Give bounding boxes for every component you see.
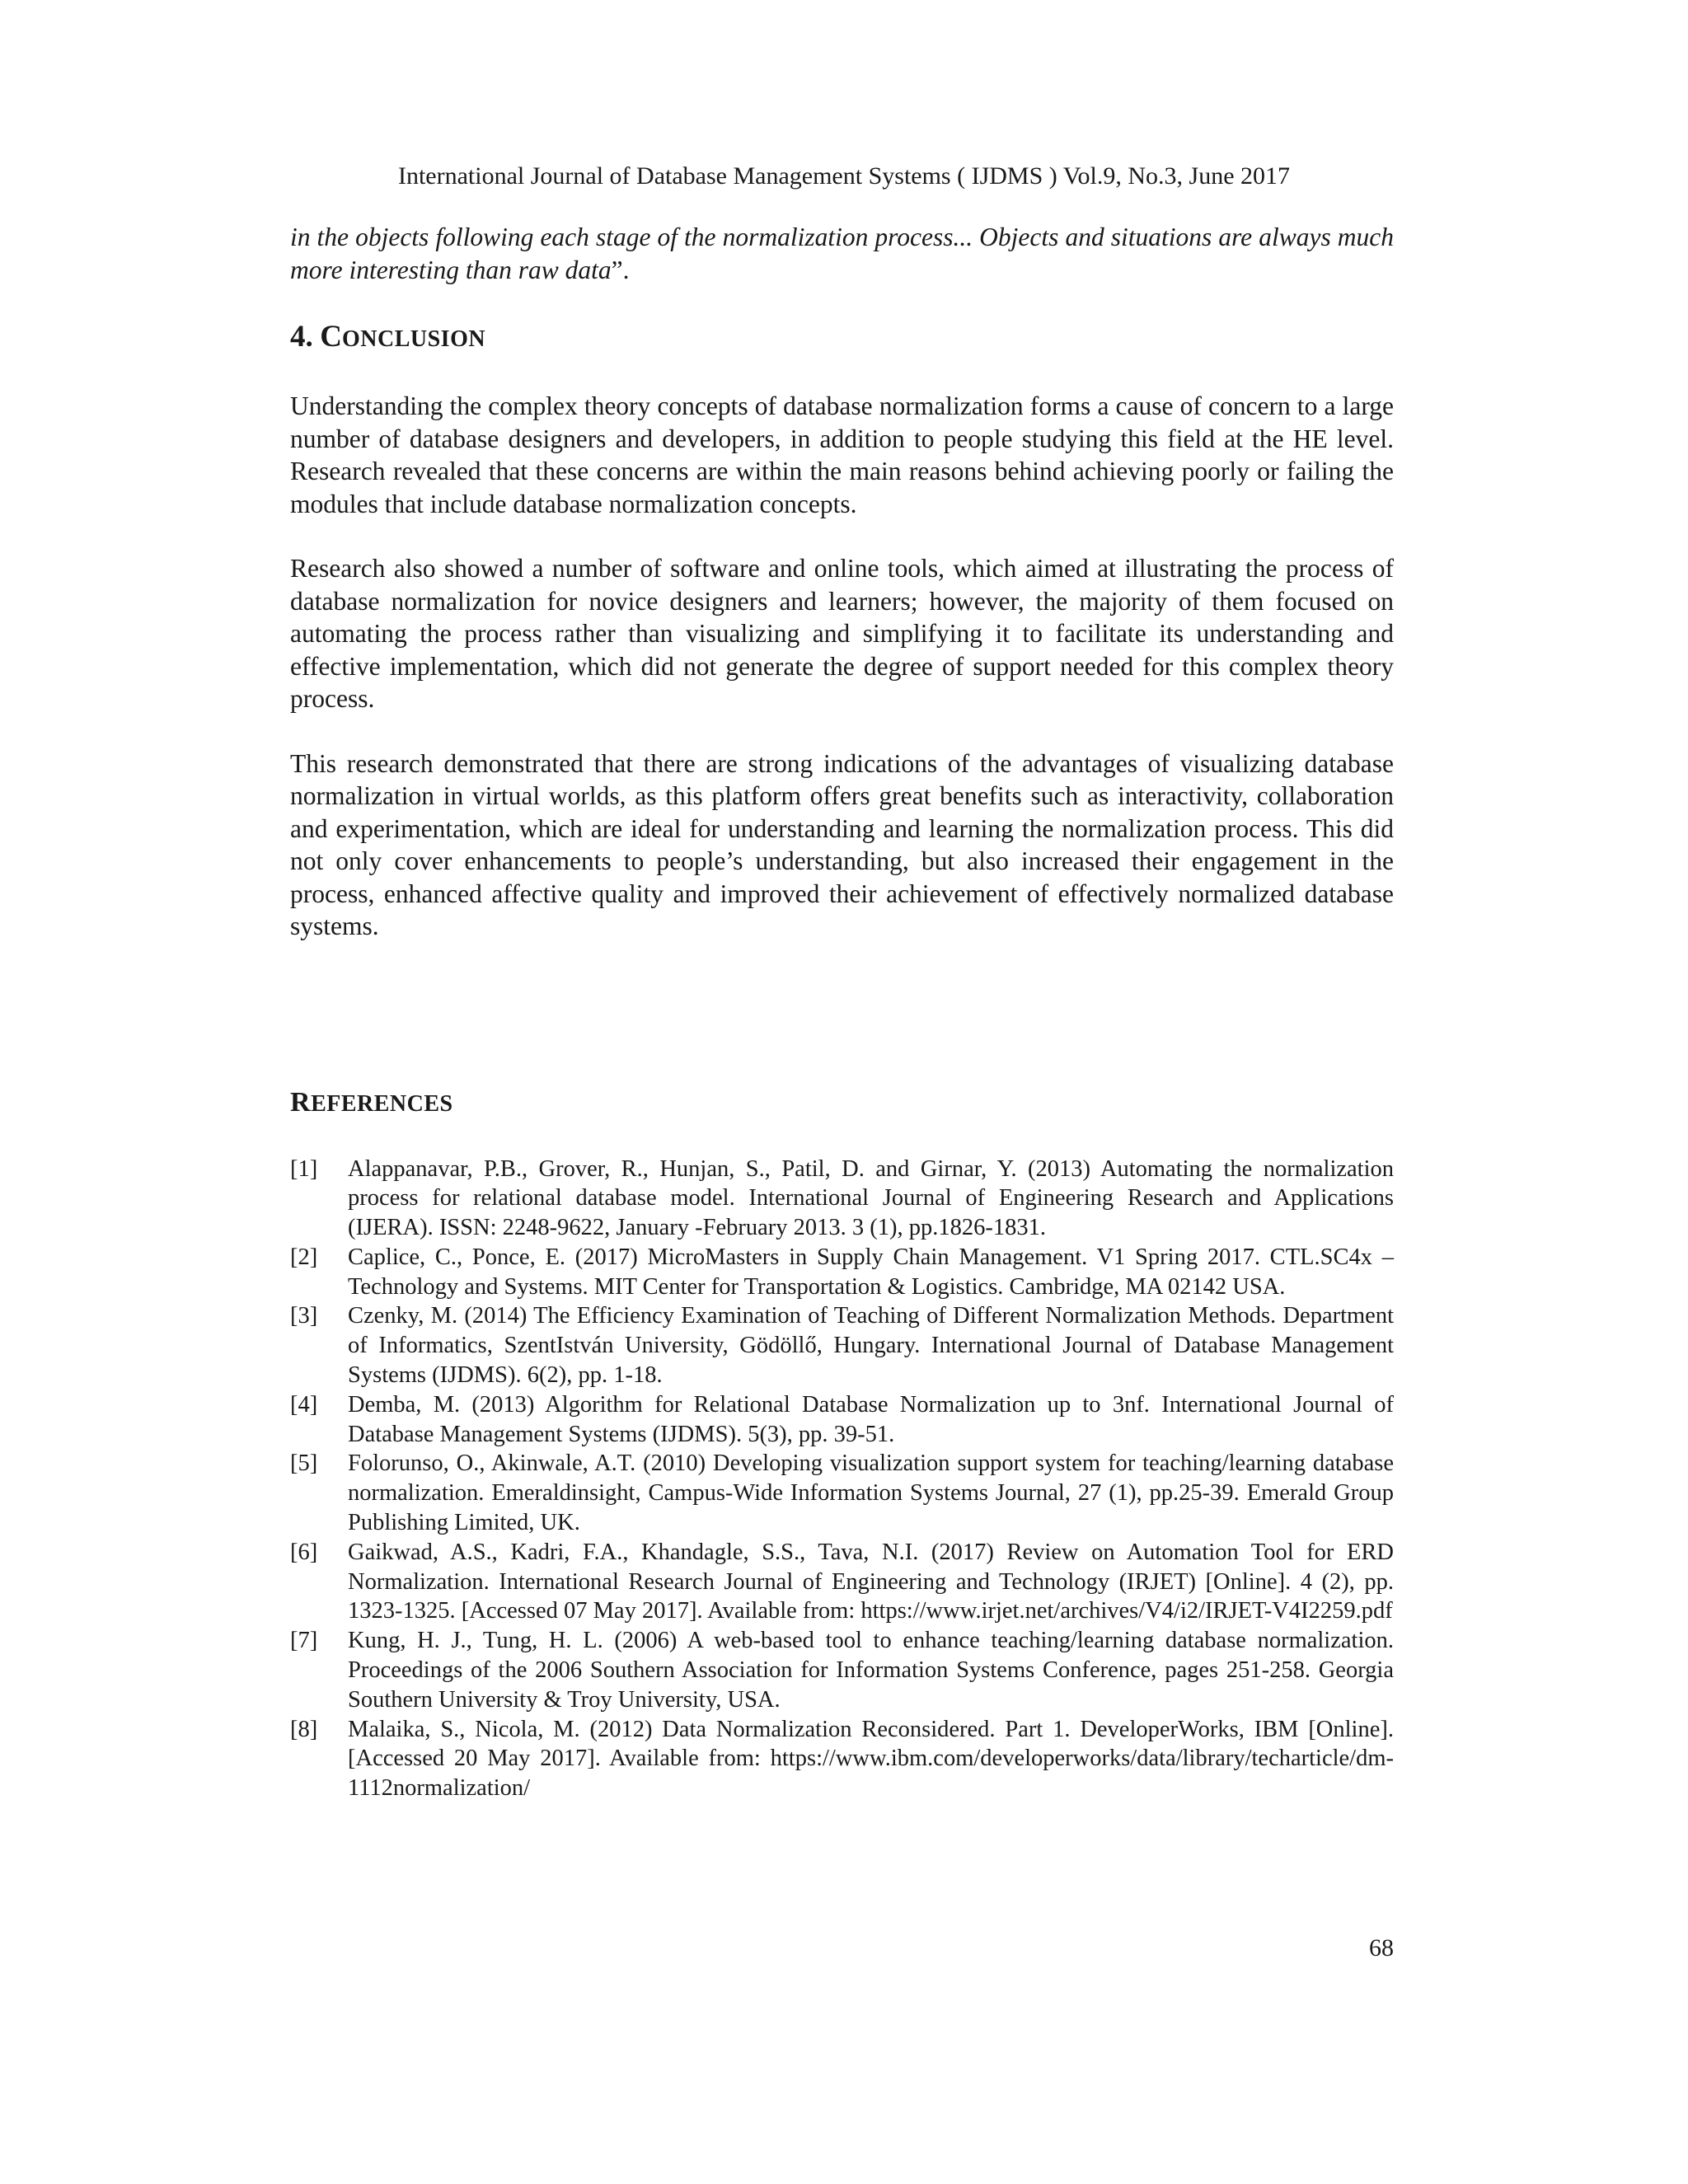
conclusion-paragraph-3: This research demonstrated that there are strong indications of the advantages of visualizing database normalization in virtual worlds, as this platform offers great benefits such as interactivity, collaboration and experimentation, which are ideal for understanding and learning the normalization process. This did not only cover enhancements to people’s understanding, but also increased their engagement in the process, enhanced affective quality and improved their achievement of effectively normalized database systems. <box>290 748 1394 940</box>
reference-item <box>290 1243 1394 1302</box>
reference-number: [2] <box>290 1244 318 1270</box>
references-heading <box>290 1086 1394 1121</box>
page-body <box>290 221 1394 1803</box>
quote-closing: ”. <box>611 255 630 284</box>
reference-number: [6] <box>290 1539 318 1565</box>
section-title-rest: ONCLUSION <box>341 326 486 352</box>
conclusion-heading <box>290 321 1394 356</box>
reference-item <box>290 1538 1394 1626</box>
reference-text: Gaikwad, A.S., Kadri, F.A., Khandagle, S.S., Tava, N.I. (2017) Review on Automation Tool for ERD Normalization. International Research Journal of Engineering and Technology (IRJET) [Online]. 4 (2), pp. 1323-1325. [Accessed 07 May 2017]. Available from: https://www.irjet.net/archives/V4/i2/IRJET-V4I2259.pdf <box>348 1539 1394 1624</box>
reference-number: [7] <box>290 1628 318 1654</box>
reference-item <box>290 1715 1394 1803</box>
reference-item <box>290 1155 1394 1243</box>
reference-number: [1] <box>290 1155 318 1182</box>
reference-list <box>290 1155 1394 1804</box>
reference-text: Caplice, C., Ponce, E. (2017) MicroMasters in Supply Chain Management. V1 Spring 2017. CTL.SC4x – Technology and Systems. MIT Center for Transportation & Logistics. Cambridge, MA 02142 USA. <box>348 1244 1394 1300</box>
reference-text: Alappanavar, P.B., Grover, R., Hunjan, S., Patil, D. and Girnar, Y. (2013) Automating the normalization process for relational database model. International Journal of Engineering Research and Applications (IJERA). ISSN: 2248-9622, January -February 2013. 3 (1), pp.1826-1831. <box>348 1155 1394 1241</box>
reference-text: Demba, M. (2013) Algorithm for Relational Database Normalization up to 3nf. International Journal of Database Management Systems (IJDMS). 5(3), pp. 39-51. <box>348 1391 1394 1447</box>
reference-item <box>290 1390 1394 1450</box>
reference-text: Folorunso, O., Akinwale, A.T. (2010) Developing visualization support system for teaching/learning database normalization. Emeraldinsight, Campus-Wide Information Systems Journal, 27 (1), pp.25-39. Emerald Group Publishing Limited, UK. <box>348 1451 1394 1536</box>
section-title-initial: C <box>320 320 342 354</box>
reference-item <box>290 1301 1394 1390</box>
continued-quote-paragraph <box>290 221 1394 286</box>
reference-text: Kung, H. J., Tung, H. L. (2006) A web-based tool to enhance teaching/learning database normalization. Proceedings of the 2006 Southern Association for Information Systems Conference, pages 251-258. Georgia Southern University & Troy University, USA. <box>348 1628 1394 1713</box>
conclusion-paragraph-1: Understanding the complex theory concepts of database normalization forms a cause of concern to a large number of database designers and developers, in addition to people studying this field at the HE level. Research revealed that these concerns are within the main reasons behind achieving poorly or failing the modules that include database normalization concepts. <box>290 391 1394 518</box>
conclusion-paragraph-2: Research also showed a number of software and online tools, which aimed at illustrating the process of database normalization for novice designers and learners; however, the majority of them focused on automating the process rather than visualizing and simplifying it to facilitate its understanding and effective implementation, which did not generate the degree of support needed for this complex theory process. <box>290 554 1394 713</box>
reference-number: [3] <box>290 1303 318 1329</box>
references-title-rest: EFERENCES <box>311 1090 453 1117</box>
references-title-initial: R <box>290 1086 312 1118</box>
journal-running-header: International Journal of Database Management Systems ( IJDMS ) Vol.9, No.3, June 2017 <box>397 162 1291 190</box>
section-number: 4. <box>290 320 313 354</box>
quote-italic-text: in the objects following each stage of the normalization process... Objects and situations are always much more interesting than raw data <box>290 223 1394 284</box>
reference-text: Malaika, S., Nicola, M. (2012) Data Normalization Reconsidered. Part 1. DeveloperWorks, IBM [Online]. [Accessed 20 May 2017]. Available from: https://www.ibm.com/developerworks/data/library/techarticle/dm-1112normalization/ <box>348 1716 1394 1802</box>
reference-item <box>290 1626 1394 1714</box>
reference-text: Czenky, M. (2014) The Efficiency Examination of Teaching of Different Normalization Methods. Department of Informatics, SzentIstván University, Gödöllő, Hungary. International Journal of Database Management Systems (IJDMS). 6(2), pp. 1-18. <box>348 1303 1394 1389</box>
reference-number: [5] <box>290 1451 318 1477</box>
reference-number: [8] <box>290 1716 318 1742</box>
page-number: 68 <box>1369 1934 1394 1961</box>
reference-item <box>290 1449 1394 1537</box>
reference-number: [4] <box>290 1391 318 1418</box>
